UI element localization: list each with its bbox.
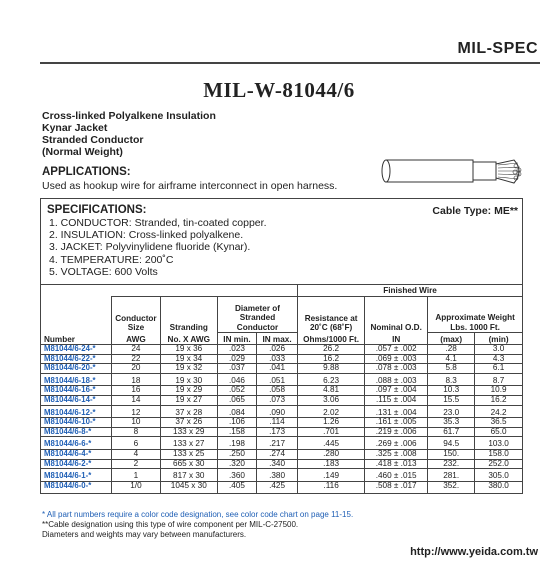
- resistance-cell: 4.81: [298, 386, 365, 396]
- awg-cell: 2: [112, 459, 160, 469]
- od-cell: .418 ± .013: [365, 459, 428, 469]
- resistance-cell: .445: [298, 437, 365, 450]
- in-max-cell: .173: [257, 427, 298, 437]
- weight-max-cell: 352.: [428, 481, 475, 494]
- footnotes: [42, 510, 353, 540]
- od-cell: .069 ± .003: [365, 354, 428, 364]
- in-min-cell: .046: [217, 373, 256, 386]
- weight-min-cell: 103.0: [475, 437, 523, 450]
- number-header: Number: [41, 333, 112, 345]
- applications-heading: APPLICATIONS:: [42, 166, 131, 178]
- awg-cell: 6: [112, 437, 160, 450]
- specifications-list: [49, 217, 267, 278]
- in-max-cell: .090: [257, 405, 298, 418]
- in-min-cell: .158: [217, 427, 256, 437]
- od-cell: .097 ± .004: [365, 386, 428, 396]
- brand-label: MIL-SPEC: [457, 40, 538, 57]
- table-row: [41, 459, 523, 469]
- in-min-cell: .037: [217, 364, 256, 374]
- part-number: M81044/6-6-*: [41, 437, 112, 450]
- od-cell: .115 ± .004: [365, 395, 428, 405]
- weight-min-cell: 4.3: [475, 354, 523, 364]
- resistance-cell: 26.2: [298, 345, 365, 355]
- part-number: M81044/6-22-*: [41, 354, 112, 364]
- od-cell: .057 ± .002: [365, 345, 428, 355]
- weight-min-cell: 8.7: [475, 373, 523, 386]
- stranding-unit: No. X AWG: [160, 333, 217, 345]
- wire-illustration-icon: [378, 146, 528, 196]
- in-max-cell: .274: [257, 449, 298, 459]
- in-min-cell: .084: [217, 405, 256, 418]
- in-max-cell: .380: [257, 469, 298, 482]
- awg-unit: AWG: [112, 333, 160, 345]
- resistance-cell: 16.2: [298, 354, 365, 364]
- spec-item: 1. CONDUCTOR: Stranded, tin-coated copper.: [49, 217, 267, 229]
- weight-max-cell: 61.7: [428, 427, 475, 437]
- od-cell: .088 ± .003: [365, 373, 428, 386]
- resistance-cell: 6.23: [298, 373, 365, 386]
- resistance-cell: .280: [298, 449, 365, 459]
- awg-cell: 8: [112, 427, 160, 437]
- od-cell: .219 ± .006: [365, 427, 428, 437]
- weight-max-cell: 23.0: [428, 405, 475, 418]
- applications-text: Used as hookup wire for airframe interconnect in open harness.: [42, 180, 338, 192]
- subtitle-block: [42, 110, 216, 158]
- part-number: M81044/6-0-*: [41, 481, 112, 494]
- stranding-cell: 19 x 34: [160, 354, 217, 364]
- weight-max-cell: 5.8: [428, 364, 475, 374]
- table-row: [41, 418, 523, 428]
- max-unit: (max): [428, 333, 475, 345]
- awg-cell: 1/0: [112, 481, 160, 494]
- weight-max-cell: 35.3: [428, 418, 475, 428]
- in-max-cell: .058: [257, 386, 298, 396]
- weight-min-cell: 3.0: [475, 345, 523, 355]
- part-number: M81044/6-20-*: [41, 364, 112, 374]
- awg-cell: 10: [112, 418, 160, 428]
- part-number: M81044/6-1-*: [41, 469, 112, 482]
- resistance-cell: .149: [298, 469, 365, 482]
- awg-cell: 12: [112, 405, 160, 418]
- resistance-cell: 1.26: [298, 418, 365, 428]
- stranding-header: Stranding: [160, 297, 217, 333]
- resistance-cell: 9.88: [298, 364, 365, 374]
- in-min-cell: .250: [217, 449, 256, 459]
- weight-max-cell: 232.: [428, 459, 475, 469]
- table-row: [41, 364, 523, 374]
- stranding-cell: 665 x 30: [160, 459, 217, 469]
- weight-min-cell: 24.2: [475, 405, 523, 418]
- diameter-header: Diameter of Stranded Conductor: [217, 297, 297, 333]
- specifications-box: [40, 198, 523, 285]
- in-max-unit: IN max.: [257, 333, 298, 345]
- od-cell: .460 ± .015: [365, 469, 428, 482]
- stranding-cell: 817 x 30: [160, 469, 217, 482]
- in-max-cell: .041: [257, 364, 298, 374]
- ohms-unit: Ohms/1000 Ft.: [298, 333, 365, 345]
- table-row: [41, 345, 523, 355]
- min-unit: (min): [475, 333, 523, 345]
- awg-cell: 1: [112, 469, 160, 482]
- stranding-cell: 19 x 36: [160, 345, 217, 355]
- weight-min-cell: 252.0: [475, 459, 523, 469]
- nominal-od-header: Nominal O.D.: [365, 297, 428, 333]
- in-max-cell: .051: [257, 373, 298, 386]
- weight-header: Approximate Weight Lbs. 1000 Ft.: [428, 297, 523, 333]
- page-link[interactable]: 11-15: [331, 510, 351, 519]
- weight-max-cell: 15.5: [428, 395, 475, 405]
- stranding-cell: 133 x 29: [160, 427, 217, 437]
- footnote-text: .: [350, 510, 354, 519]
- in-min-cell: .029: [217, 354, 256, 364]
- in-max-cell: .073: [257, 395, 298, 405]
- subtitle-line: Stranded Conductor: [42, 134, 144, 146]
- in-min-cell: .023: [217, 345, 256, 355]
- part-number: M81044/6-14-*: [41, 395, 112, 405]
- resistance-header: Resistance at 20˚C (68˚F): [298, 297, 365, 333]
- table-row: [41, 437, 523, 450]
- od-cell: .078 ± .003: [365, 364, 428, 374]
- in-min-unit: IN min.: [217, 333, 256, 345]
- website-link[interactable]: http://www.yeida.com.tw: [410, 546, 538, 558]
- spec-item: 5. VOLTAGE: 600 Volts: [49, 265, 158, 278]
- awg-cell: 22: [112, 354, 160, 364]
- in-min-cell: .065: [217, 395, 256, 405]
- in-min-cell: .405: [217, 481, 256, 494]
- stranding-cell: 133 x 25: [160, 449, 217, 459]
- subtitle-line: Cross-linked Polyalkene Insulation: [42, 110, 216, 122]
- od-cell: .325 ± .008: [365, 449, 428, 459]
- stranding-cell: 37 x 28: [160, 405, 217, 418]
- awg-cell: 4: [112, 449, 160, 459]
- table-row: [41, 405, 523, 418]
- stranding-cell: 19 x 30: [160, 373, 217, 386]
- specifications-heading: SPECIFICATIONS:: [47, 204, 147, 216]
- weight-min-cell: 36.5: [475, 418, 523, 428]
- in-max-cell: .033: [257, 354, 298, 364]
- od-cell: .508 ± .017: [365, 481, 428, 494]
- spec-item: 3. JACKET: Polyvinylidene fluoride (Kynar).: [49, 241, 251, 254]
- weight-max-cell: .28: [428, 345, 475, 355]
- part-number: M81044/6-24-*: [41, 345, 112, 355]
- awg-cell: 14: [112, 395, 160, 405]
- resistance-cell: .701: [298, 427, 365, 437]
- weight-min-cell: 380.0: [475, 481, 523, 494]
- weight-max-cell: 281.: [428, 469, 475, 482]
- spec-item: 2. INSULATION: Cross-linked polyalkene.: [49, 229, 244, 242]
- awg-cell: 24: [112, 345, 160, 355]
- awg-cell: 18: [112, 373, 160, 386]
- in-max-cell: .425: [257, 481, 298, 494]
- in-min-cell: .198: [217, 437, 256, 450]
- stranding-cell: 19 x 32: [160, 364, 217, 374]
- table-row: [41, 469, 523, 482]
- spec-item: 4. TEMPERATURE: 200˚C: [49, 253, 174, 266]
- resistance-cell: .116: [298, 481, 365, 494]
- header-rule: [40, 62, 540, 64]
- in-min-cell: .360: [217, 469, 256, 482]
- table-row: [41, 481, 523, 494]
- subtitle-line: Kynar Jacket: [42, 122, 108, 134]
- in-unit: IN: [365, 333, 428, 345]
- weight-min-cell: 65.0: [475, 427, 523, 437]
- weight-max-cell: 4.1: [428, 354, 475, 364]
- table-row: [41, 449, 523, 459]
- in-max-cell: .114: [257, 418, 298, 428]
- part-number: M81044/6-8-*: [41, 427, 112, 437]
- footnote-diameters: Diameters and weights may vary between manufacturers.: [42, 530, 247, 539]
- table-row: [41, 395, 523, 405]
- table-row: [41, 373, 523, 386]
- stranding-cell: 1045 x 30: [160, 481, 217, 494]
- resistance-cell: .183: [298, 459, 365, 469]
- weight-max-cell: 94.5: [428, 437, 475, 450]
- in-max-cell: .217: [257, 437, 298, 450]
- subtitle-line: (Normal Weight): [42, 146, 123, 158]
- in-min-cell: .320: [217, 459, 256, 469]
- weight-min-cell: 6.1: [475, 364, 523, 374]
- stranding-cell: 19 x 29: [160, 386, 217, 396]
- od-cell: .269 ± .006: [365, 437, 428, 450]
- page-title: MIL-W-81044/6: [203, 78, 355, 102]
- resistance-cell: 2.02: [298, 405, 365, 418]
- in-max-cell: .340: [257, 459, 298, 469]
- in-min-cell: .106: [217, 418, 256, 428]
- weight-max-cell: 8.3: [428, 373, 475, 386]
- weight-max-cell: 150.: [428, 449, 475, 459]
- weight-min-cell: 16.2: [475, 395, 523, 405]
- awg-cell: 16: [112, 386, 160, 396]
- finished-wire-header: Finished Wire: [298, 285, 523, 297]
- part-number: M81044/6-12-*: [41, 405, 112, 418]
- table-row: [41, 427, 523, 437]
- part-number: M81044/6-16-*: [41, 386, 112, 396]
- part-number: M81044/6-2-*: [41, 459, 112, 469]
- footnote-cable: **Cable designation using this type of wire component per MIL-C-27500.: [42, 520, 299, 529]
- footnote-color-code: [42, 510, 353, 520]
- weight-min-cell: 10.9: [475, 386, 523, 396]
- weight-max-cell: 10.3: [428, 386, 475, 396]
- part-number: M81044/6-10-*: [41, 418, 112, 428]
- stranding-cell: 37 x 26: [160, 418, 217, 428]
- part-number: M81044/6-18-*: [41, 373, 112, 386]
- wire-data-table: [40, 284, 523, 494]
- stranding-cell: 133 x 27: [160, 437, 217, 450]
- part-number: M81044/6-4-*: [41, 449, 112, 459]
- od-cell: .161 ± .005: [365, 418, 428, 428]
- resistance-cell: 3.06: [298, 395, 365, 405]
- awg-cell: 20: [112, 364, 160, 374]
- in-min-cell: .052: [217, 386, 256, 396]
- stranding-cell: 19 x 27: [160, 395, 217, 405]
- weight-min-cell: 158.0: [475, 449, 523, 459]
- od-cell: .131 ± .004: [365, 405, 428, 418]
- weight-min-cell: 305.0: [475, 469, 523, 482]
- conductor-size-header: Conductor Size: [112, 297, 160, 333]
- cable-type-label: Cable Type: ME**: [432, 205, 518, 217]
- footnote-text: * All part numbers require a color code designation, see color code chart on page: [42, 510, 332, 519]
- in-max-cell: .026: [257, 345, 298, 355]
